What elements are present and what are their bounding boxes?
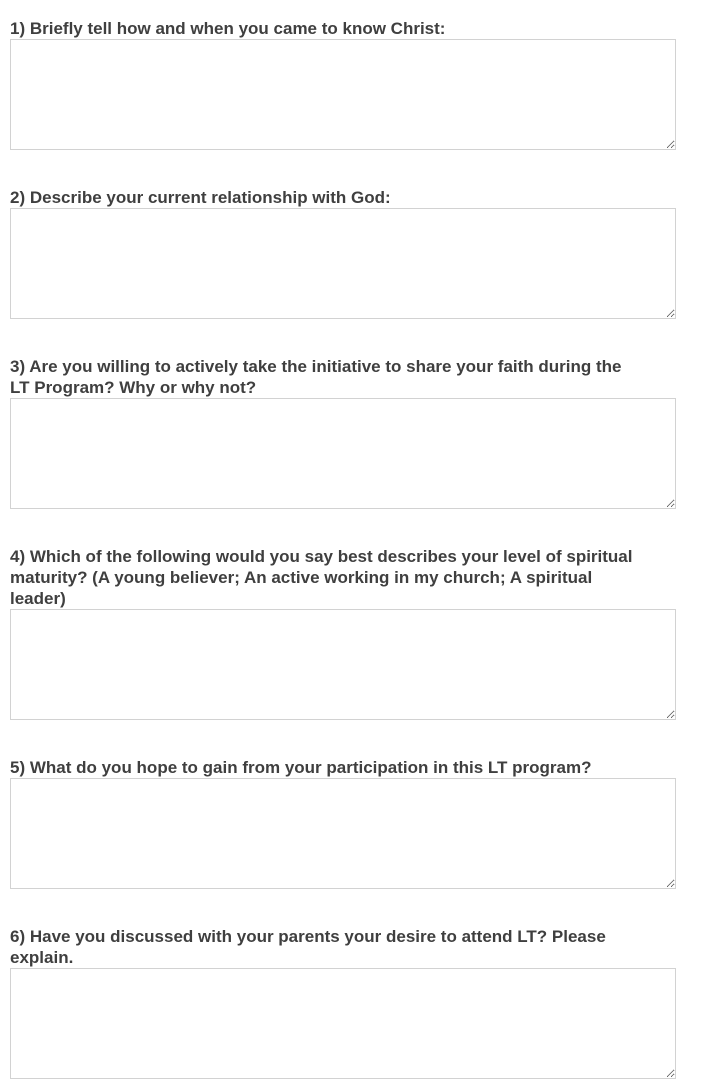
question-1-label: 1) Briefly tell how and when you came to know Christ: [10,19,446,38]
question-4-label: 4) Which of the following would you say best describes your level of spiritual maturity? (A young believer; An active working in my church; A spiritual leader) [10,547,633,608]
question-6-label: 6) Have you discussed with your parents your desire to attend LT? Please explain. [10,927,606,967]
question-3 [10,356,700,509]
question-4-answer-textarea[interactable] [10,609,676,720]
question-3-answer-textarea[interactable] [10,398,676,509]
question-3-label: 3) Are you willing to actively take the initiative to share your faith during the LT Program? Why or why not? [10,357,622,397]
question-5-answer-textarea[interactable] [10,778,676,889]
question-1-answer-textarea[interactable] [10,39,676,150]
question-2-label: 2) Describe your current relationship with God: [10,188,391,207]
question-5-label: 5) What do you hope to gain from your participation in this LT program? [10,758,592,777]
question-6 [10,926,700,1079]
question-5 [10,757,700,889]
question-1 [10,18,700,150]
question-2 [10,187,700,319]
question-6-answer-textarea[interactable] [10,968,676,1079]
question-2-answer-textarea[interactable] [10,208,676,319]
question-4 [10,546,700,720]
